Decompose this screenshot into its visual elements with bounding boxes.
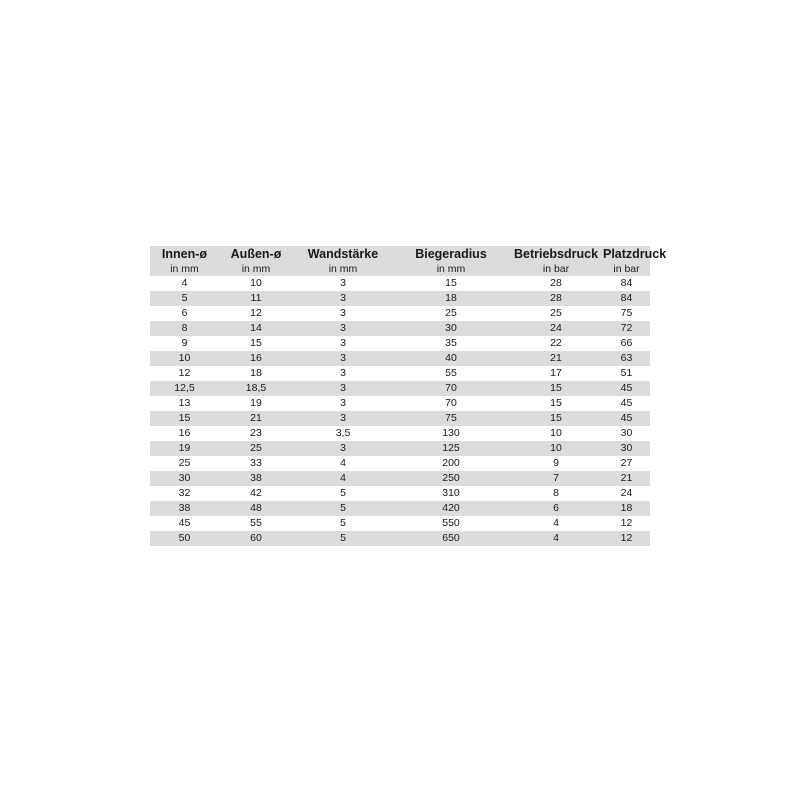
cell-burst-pressure: 45 xyxy=(603,381,650,396)
header-outer-diameter: Außen-ø xyxy=(219,246,293,262)
cell-operating-pressure: 28 xyxy=(509,291,603,306)
cell-bend-radius: 40 xyxy=(393,351,509,366)
cell-wall-thickness: 3 xyxy=(293,351,393,366)
cell-operating-pressure: 15 xyxy=(509,381,603,396)
cell-burst-pressure: 66 xyxy=(603,336,650,351)
cell-operating-pressure: 24 xyxy=(509,321,603,336)
table-row xyxy=(150,441,650,456)
cell-burst-pressure: 63 xyxy=(603,351,650,366)
header-operating-pressure: Betriebsdruck xyxy=(509,246,603,262)
table-row xyxy=(150,366,650,381)
cell-wall-thickness: 3 xyxy=(293,441,393,456)
cell-bend-radius: 70 xyxy=(393,396,509,411)
cell-operating-pressure: 7 xyxy=(509,471,603,486)
cell-wall-thickness: 3 xyxy=(293,291,393,306)
cell-burst-pressure: 45 xyxy=(603,396,650,411)
cell-outer-diameter: 48 xyxy=(219,501,293,516)
cell-outer-diameter: 25 xyxy=(219,441,293,456)
cell-operating-pressure: 9 xyxy=(509,456,603,471)
cell-bend-radius: 15 xyxy=(393,276,509,291)
cell-burst-pressure: 30 xyxy=(603,426,650,441)
cell-outer-diameter: 12 xyxy=(219,306,293,321)
cell-burst-pressure: 84 xyxy=(603,291,650,306)
cell-operating-pressure: 15 xyxy=(509,396,603,411)
cell-bend-radius: 30 xyxy=(393,321,509,336)
unit-bend-radius: in mm xyxy=(393,262,509,276)
cell-operating-pressure: 4 xyxy=(509,516,603,531)
cell-wall-thickness: 5 xyxy=(293,501,393,516)
cell-inner-diameter: 45 xyxy=(150,516,219,531)
cell-inner-diameter: 30 xyxy=(150,471,219,486)
cell-bend-radius: 25 xyxy=(393,306,509,321)
unit-wall-thickness: in mm xyxy=(293,262,393,276)
cell-burst-pressure: 18 xyxy=(603,501,650,516)
unit-operating-pressure: in bar xyxy=(509,262,603,276)
cell-operating-pressure: 25 xyxy=(509,306,603,321)
cell-operating-pressure: 10 xyxy=(509,441,603,456)
cell-wall-thickness: 3 xyxy=(293,396,393,411)
table-row xyxy=(150,501,650,516)
cell-inner-diameter: 15 xyxy=(150,411,219,426)
cell-outer-diameter: 60 xyxy=(219,531,293,546)
table-row xyxy=(150,381,650,396)
cell-wall-thickness: 3 xyxy=(293,411,393,426)
cell-operating-pressure: 22 xyxy=(509,336,603,351)
table-row xyxy=(150,291,650,306)
cell-wall-thickness: 3 xyxy=(293,321,393,336)
cell-operating-pressure: 10 xyxy=(509,426,603,441)
table-row xyxy=(150,351,650,366)
cell-burst-pressure: 51 xyxy=(603,366,650,381)
cell-wall-thickness: 3,5 xyxy=(293,426,393,441)
cell-bend-radius: 125 xyxy=(393,441,509,456)
table-row xyxy=(150,336,650,351)
cell-wall-thickness: 3 xyxy=(293,276,393,291)
cell-outer-diameter: 16 xyxy=(219,351,293,366)
table-row xyxy=(150,306,650,321)
hose-spec-table xyxy=(150,246,667,546)
table-row xyxy=(150,426,650,441)
cell-wall-thickness: 5 xyxy=(293,486,393,501)
cell-burst-pressure: 30 xyxy=(603,441,650,456)
cell-bend-radius: 200 xyxy=(393,456,509,471)
cell-outer-diameter: 33 xyxy=(219,456,293,471)
cell-bend-radius: 55 xyxy=(393,366,509,381)
cell-inner-diameter: 12,5 xyxy=(150,381,219,396)
cell-outer-diameter: 15 xyxy=(219,336,293,351)
cell-operating-pressure: 15 xyxy=(509,411,603,426)
cell-outer-diameter: 18 xyxy=(219,366,293,381)
cell-outer-diameter: 21 xyxy=(219,411,293,426)
table-row xyxy=(150,396,650,411)
cell-inner-diameter: 6 xyxy=(150,306,219,321)
cell-operating-pressure: 6 xyxy=(509,501,603,516)
cell-wall-thickness: 5 xyxy=(293,531,393,546)
cell-bend-radius: 35 xyxy=(393,336,509,351)
cell-wall-thickness: 3 xyxy=(293,336,393,351)
cell-outer-diameter: 19 xyxy=(219,396,293,411)
cell-outer-diameter: 11 xyxy=(219,291,293,306)
cell-inner-diameter: 9 xyxy=(150,336,219,351)
cell-burst-pressure: 45 xyxy=(603,411,650,426)
cell-operating-pressure: 28 xyxy=(509,276,603,291)
cell-operating-pressure: 17 xyxy=(509,366,603,381)
cell-bend-radius: 75 xyxy=(393,411,509,426)
cell-outer-diameter: 55 xyxy=(219,516,293,531)
units-row xyxy=(150,262,650,276)
cell-inner-diameter: 19 xyxy=(150,441,219,456)
unit-burst-pressure: in bar xyxy=(603,262,650,276)
table-header xyxy=(150,246,667,276)
header-inner-diameter: Innen-ø xyxy=(150,246,219,262)
cell-inner-diameter: 10 xyxy=(150,351,219,366)
cell-operating-pressure: 8 xyxy=(509,486,603,501)
header-wall-thickness: Wandstärke xyxy=(293,246,393,262)
cell-operating-pressure: 21 xyxy=(509,351,603,366)
cell-wall-thickness: 3 xyxy=(293,306,393,321)
cell-bend-radius: 310 xyxy=(393,486,509,501)
header-row xyxy=(150,246,650,262)
cell-outer-diameter: 42 xyxy=(219,486,293,501)
table-row xyxy=(150,531,650,546)
cell-bend-radius: 250 xyxy=(393,471,509,486)
cell-wall-thickness: 3 xyxy=(293,381,393,396)
cell-burst-pressure: 72 xyxy=(603,321,650,336)
cell-bend-radius: 130 xyxy=(393,426,509,441)
cell-inner-diameter: 4 xyxy=(150,276,219,291)
cell-burst-pressure: 75 xyxy=(603,306,650,321)
cell-inner-diameter: 16 xyxy=(150,426,219,441)
table-row xyxy=(150,471,650,486)
cell-bend-radius: 70 xyxy=(393,381,509,396)
cell-outer-diameter: 38 xyxy=(219,471,293,486)
cell-burst-pressure: 24 xyxy=(603,486,650,501)
cell-burst-pressure: 27 xyxy=(603,456,650,471)
cell-wall-thickness: 4 xyxy=(293,471,393,486)
table-row xyxy=(150,321,650,336)
cell-operating-pressure: 4 xyxy=(509,531,603,546)
cell-inner-diameter: 32 xyxy=(150,486,219,501)
cell-burst-pressure: 21 xyxy=(603,471,650,486)
cell-burst-pressure: 12 xyxy=(603,516,650,531)
cell-inner-diameter: 50 xyxy=(150,531,219,546)
header-bend-radius: Biegeradius xyxy=(393,246,509,262)
cell-outer-diameter: 18,5 xyxy=(219,381,293,396)
cell-wall-thickness: 4 xyxy=(293,456,393,471)
cell-inner-diameter: 38 xyxy=(150,501,219,516)
cell-bend-radius: 18 xyxy=(393,291,509,306)
unit-inner-diameter: in mm xyxy=(150,262,219,276)
cell-outer-diameter: 10 xyxy=(219,276,293,291)
cell-wall-thickness: 5 xyxy=(293,516,393,531)
header-burst-pressure: Platzdruck xyxy=(603,247,667,261)
cell-inner-diameter: 5 xyxy=(150,291,219,306)
table-body xyxy=(150,276,650,546)
table-row xyxy=(150,516,650,531)
cell-bend-radius: 420 xyxy=(393,501,509,516)
cell-outer-diameter: 14 xyxy=(219,321,293,336)
cell-inner-diameter: 25 xyxy=(150,456,219,471)
cell-wall-thickness: 3 xyxy=(293,366,393,381)
cell-bend-radius: 550 xyxy=(393,516,509,531)
table-row xyxy=(150,456,650,471)
cell-burst-pressure: 12 xyxy=(603,531,650,546)
table-row xyxy=(150,486,650,501)
cell-burst-pressure: 84 xyxy=(603,276,650,291)
cell-inner-diameter: 13 xyxy=(150,396,219,411)
cell-inner-diameter: 12 xyxy=(150,366,219,381)
table-row xyxy=(150,411,650,426)
cell-inner-diameter: 8 xyxy=(150,321,219,336)
table-row xyxy=(150,276,650,291)
cell-bend-radius: 650 xyxy=(393,531,509,546)
unit-outer-diameter: in mm xyxy=(219,262,293,276)
cell-outer-diameter: 23 xyxy=(219,426,293,441)
